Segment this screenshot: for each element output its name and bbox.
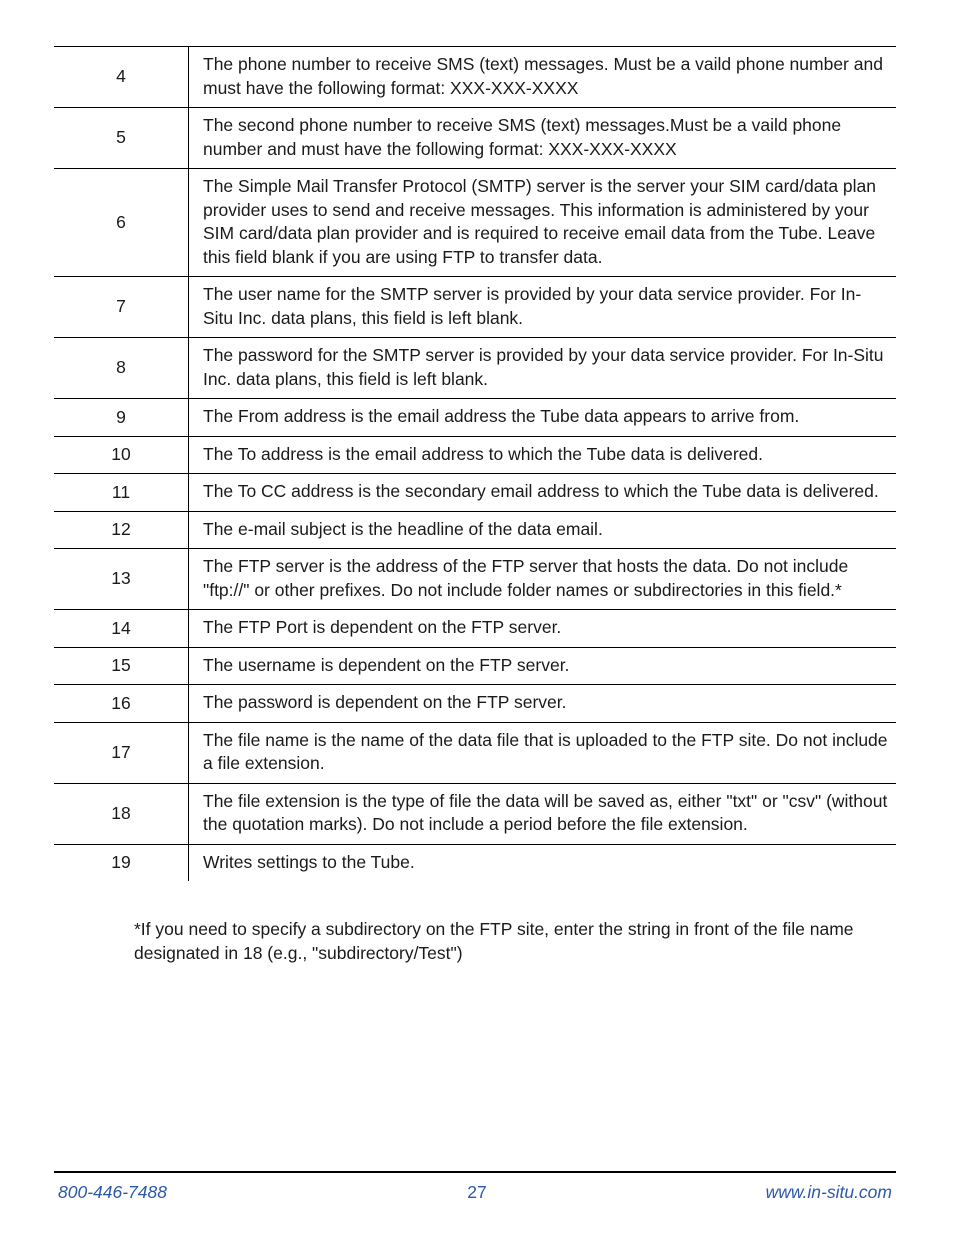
row-number: 5 bbox=[54, 108, 189, 169]
row-number: 17 bbox=[54, 722, 189, 783]
row-number: 14 bbox=[54, 610, 189, 648]
table-row bbox=[54, 436, 896, 474]
table-row bbox=[54, 783, 896, 844]
row-number: 10 bbox=[54, 436, 189, 474]
table-row bbox=[54, 685, 896, 723]
table-row bbox=[54, 108, 896, 169]
table-row bbox=[54, 647, 896, 685]
table-row bbox=[54, 511, 896, 549]
table-row bbox=[54, 722, 896, 783]
table-row bbox=[54, 338, 896, 399]
footer-phone-number: 800-446-7488 bbox=[58, 1182, 167, 1202]
row-description: The To address is the email address to which the Tube data is delivered. bbox=[189, 436, 897, 474]
row-description: The password for the SMTP server is provided by your data service provider. For In-Situ Inc. data plans, this field is left blank. bbox=[189, 338, 897, 399]
row-description: The e-mail subject is the headline of the data email. bbox=[189, 511, 897, 549]
table-body bbox=[54, 47, 896, 881]
table-row bbox=[54, 549, 896, 610]
settings-description-table bbox=[54, 46, 896, 881]
row-number: 15 bbox=[54, 647, 189, 685]
row-description: The file extension is the type of file the data will be saved as, either "txt" or "csv" (without the quotation marks). Do not include a period before the file extension. bbox=[189, 783, 897, 844]
row-number: 13 bbox=[54, 549, 189, 610]
page-number: 27 bbox=[467, 1182, 487, 1202]
table-row bbox=[54, 610, 896, 648]
footnote: *If you need to specify a subdirectory on the FTP site, enter the string in front of the file name designated in 18 (e.g., "subdirectory/Test") bbox=[134, 919, 854, 963]
row-description: The user name for the SMTP server is provided by your data service provider. For In-Situ Inc. data plans, this field is left blank. bbox=[189, 277, 897, 338]
table-row bbox=[54, 844, 896, 881]
row-description: The FTP Port is dependent on the FTP server. bbox=[189, 610, 897, 648]
table-row bbox=[54, 169, 896, 277]
row-description: The To CC address is the secondary email address to which the Tube data is delivered. bbox=[189, 474, 897, 512]
row-description: The username is dependent on the FTP server. bbox=[189, 647, 897, 685]
table-row bbox=[54, 474, 896, 512]
row-description: The FTP server is the address of the FTP server that hosts the data. Do not include "ftp://" or other prefixes. Do not include folder names or subdirectories in this field.* bbox=[189, 549, 897, 610]
row-description: Writes settings to the Tube. bbox=[203, 851, 415, 872]
table bbox=[54, 47, 896, 881]
row-description: The password is dependent on the FTP server. bbox=[189, 685, 897, 723]
row-number: 9 bbox=[54, 399, 189, 437]
table-row bbox=[54, 399, 896, 437]
footer-divider bbox=[54, 1171, 896, 1173]
row-description: The phone number to receive SMS (text) messages. Must be a vaild phone number and must have the following format: XXX-XXX-XXXX bbox=[189, 47, 897, 108]
row-number: 19 bbox=[54, 844, 189, 881]
row-number: 4 bbox=[54, 47, 189, 108]
row-number: 7 bbox=[54, 277, 189, 338]
row-number: 8 bbox=[54, 338, 189, 399]
table-row bbox=[54, 277, 896, 338]
row-description: The second phone number to receive SMS (text) messages.Must be a vaild phone number and must have the following format: XXX-XXX-XXXX bbox=[189, 108, 897, 169]
row-description: The file name is the name of the data file that is uploaded to the FTP site. Do not include a file extension. bbox=[189, 722, 897, 783]
row-number: 16 bbox=[54, 685, 189, 723]
footer-website: www.in-situ.com bbox=[765, 1182, 892, 1202]
row-description: The From address is the email address the Tube data appears to arrive from. bbox=[189, 399, 897, 437]
row-number: 11 bbox=[54, 474, 189, 512]
table-row bbox=[54, 47, 896, 108]
row-description: The Simple Mail Transfer Protocol (SMTP) server is the server your SIM card/data plan provider uses to send and receive messages. This information is administered by your SIM card/data plan provider and is required to receive email data from the Tube. Leave this field blank if you are using FTP to transfer data. bbox=[189, 169, 897, 277]
row-number: 12 bbox=[54, 511, 189, 549]
row-number: 6 bbox=[54, 169, 189, 277]
row-number: 18 bbox=[54, 783, 189, 844]
